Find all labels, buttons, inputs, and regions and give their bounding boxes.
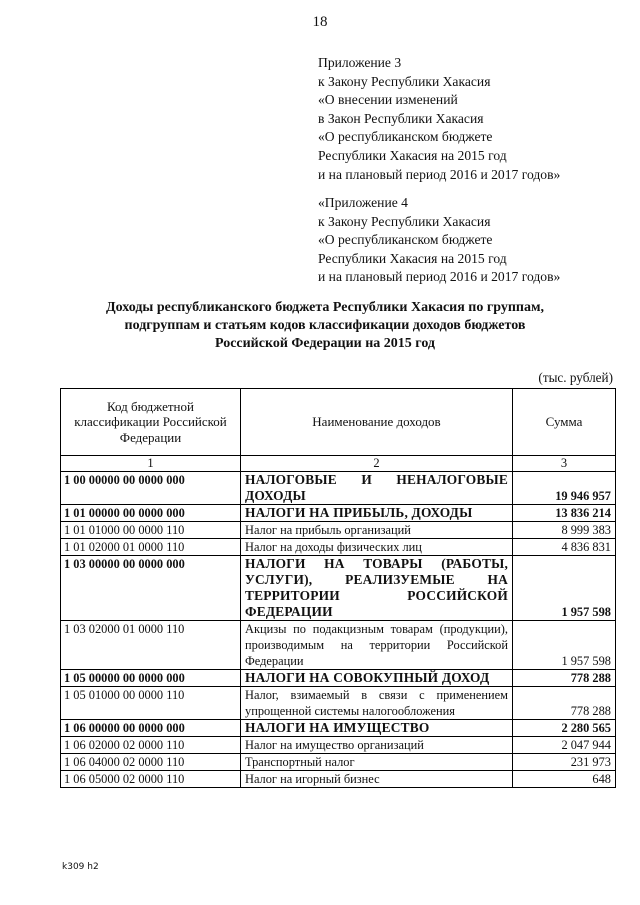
row-amount: 231 973 xyxy=(513,754,616,771)
table-row xyxy=(61,720,616,737)
row-code: 1 03 00000 00 0000 000 xyxy=(61,556,241,621)
row-name: Акцизы по подакцизным товарам (продукции), производимым на территории Российской Федерации xyxy=(241,621,513,670)
row-amount: 2 280 565 xyxy=(513,720,616,737)
row-code: 1 06 02000 02 0000 110 xyxy=(61,737,241,754)
table-row xyxy=(61,737,616,754)
title-line: подгруппам и статьям кодов классификации доходов бюджетов xyxy=(124,318,526,333)
row-name: Налог на доходы физических лиц xyxy=(241,539,513,556)
row-code: 1 05 01000 00 0000 110 xyxy=(61,687,241,720)
row-amount: 1 957 598 xyxy=(513,556,616,621)
table-body xyxy=(61,472,616,788)
row-code: 1 00 00000 00 0000 000 xyxy=(61,472,241,505)
row-code: 1 06 04000 02 0000 110 xyxy=(61,754,241,771)
page-number: 18 xyxy=(312,14,328,30)
annex-line: «Приложение 4 xyxy=(318,195,408,210)
row-amount: 1 957 598 xyxy=(513,621,616,670)
annex-current-reference xyxy=(318,54,560,184)
annex-line: Республики Хакасия на 2015 год xyxy=(318,147,507,163)
document-title xyxy=(40,299,610,353)
row-code: 1 01 02000 01 0000 110 xyxy=(61,539,241,556)
column-number: 2 xyxy=(241,456,513,472)
table-row xyxy=(61,687,616,720)
row-amount: 778 288 xyxy=(513,687,616,720)
row-name: Налог, взимаемый в связи с применением упрощенной системы налогообложения xyxy=(241,687,513,720)
table-row xyxy=(61,505,616,522)
row-name: НАЛОГИ НА СОВОКУПНЫЙ ДОХОД xyxy=(241,670,513,687)
header-sum: Сумма xyxy=(513,389,616,456)
annex-line: в Закон Республики Хакасия xyxy=(318,110,484,126)
annex-line: «О внесении изменений xyxy=(318,92,458,108)
row-code: 1 03 02000 01 0000 110 xyxy=(61,621,241,670)
row-name: НАЛОГОВЫЕ И НЕНАЛОГОВЫЕ ДОХОДЫ xyxy=(241,472,513,505)
annex-line: к Закону Республики Хакасия xyxy=(318,213,491,229)
unit-note: (тыс. рублей) xyxy=(538,370,613,385)
table-row xyxy=(61,522,616,539)
annex-line: и на плановый период 2016 и 2017 годов» xyxy=(318,166,561,182)
row-amount: 4 836 831 xyxy=(513,539,616,556)
title-line: Доходы республиканского бюджета Республики Хакасия по группам, xyxy=(106,300,544,315)
table-row xyxy=(61,754,616,771)
revenue-table xyxy=(60,388,616,788)
annex-line: Приложение 3 xyxy=(318,55,402,70)
row-name: НАЛОГИ НА ТОВАРЫ (РАБОТЫ, УСЛУГИ), РЕАЛИЗУЕМЫЕ НА ТЕРРИТОРИИ РОССИЙСКОЙ ФЕДЕРАЦИИ xyxy=(241,556,513,621)
annex-line: «О республиканском бюджете xyxy=(318,232,493,248)
header-name: Наименование доходов xyxy=(241,389,513,456)
table-row xyxy=(61,556,616,621)
column-number: 1 xyxy=(61,456,241,472)
annex-line: к Закону Республики Хакасия xyxy=(318,73,491,89)
row-amount: 13 836 214 xyxy=(513,505,616,522)
annex-line: Республики Хакасия на 2015 год xyxy=(318,250,507,266)
row-code: 1 01 00000 00 0000 000 xyxy=(61,505,241,522)
annex-line: «О республиканском бюджете xyxy=(318,129,493,145)
row-name: Налог на игорный бизнес xyxy=(241,771,513,788)
table-row xyxy=(61,539,616,556)
column-number: 3 xyxy=(513,456,616,472)
row-amount: 2 047 944 xyxy=(513,737,616,754)
row-amount: 19 946 957 xyxy=(513,472,616,505)
row-code: 1 06 05000 02 0000 110 xyxy=(61,771,241,788)
table-row xyxy=(61,670,616,687)
footer-code: k309 h2 xyxy=(62,862,99,872)
row-amount: 8 999 383 xyxy=(513,522,616,539)
header-code: Код бюджетной классификации Российской Федерации xyxy=(61,389,241,456)
row-code: 1 05 00000 00 0000 000 xyxy=(61,670,241,687)
table-row xyxy=(61,621,616,670)
row-name: Транспортный налог xyxy=(241,754,513,771)
table-row xyxy=(61,472,616,505)
title-line: Российской Федерации на 2015 год xyxy=(214,336,435,351)
row-name: Налог на имущество организаций xyxy=(241,737,513,754)
row-code: 1 06 00000 00 0000 000 xyxy=(61,720,241,737)
annex-original-reference xyxy=(318,194,560,287)
row-amount: 648 xyxy=(513,771,616,788)
table-row xyxy=(61,771,616,788)
row-name: НАЛОГИ НА ИМУЩЕСТВО xyxy=(241,720,513,737)
row-amount: 778 288 xyxy=(513,670,616,687)
row-code: 1 01 01000 00 0000 110 xyxy=(61,522,241,539)
annex-line: и на плановый период 2016 и 2017 годов» xyxy=(318,269,561,285)
row-name: Налог на прибыль организаций xyxy=(241,522,513,539)
row-name: НАЛОГИ НА ПРИБЫЛЬ, ДОХОДЫ xyxy=(241,505,513,522)
